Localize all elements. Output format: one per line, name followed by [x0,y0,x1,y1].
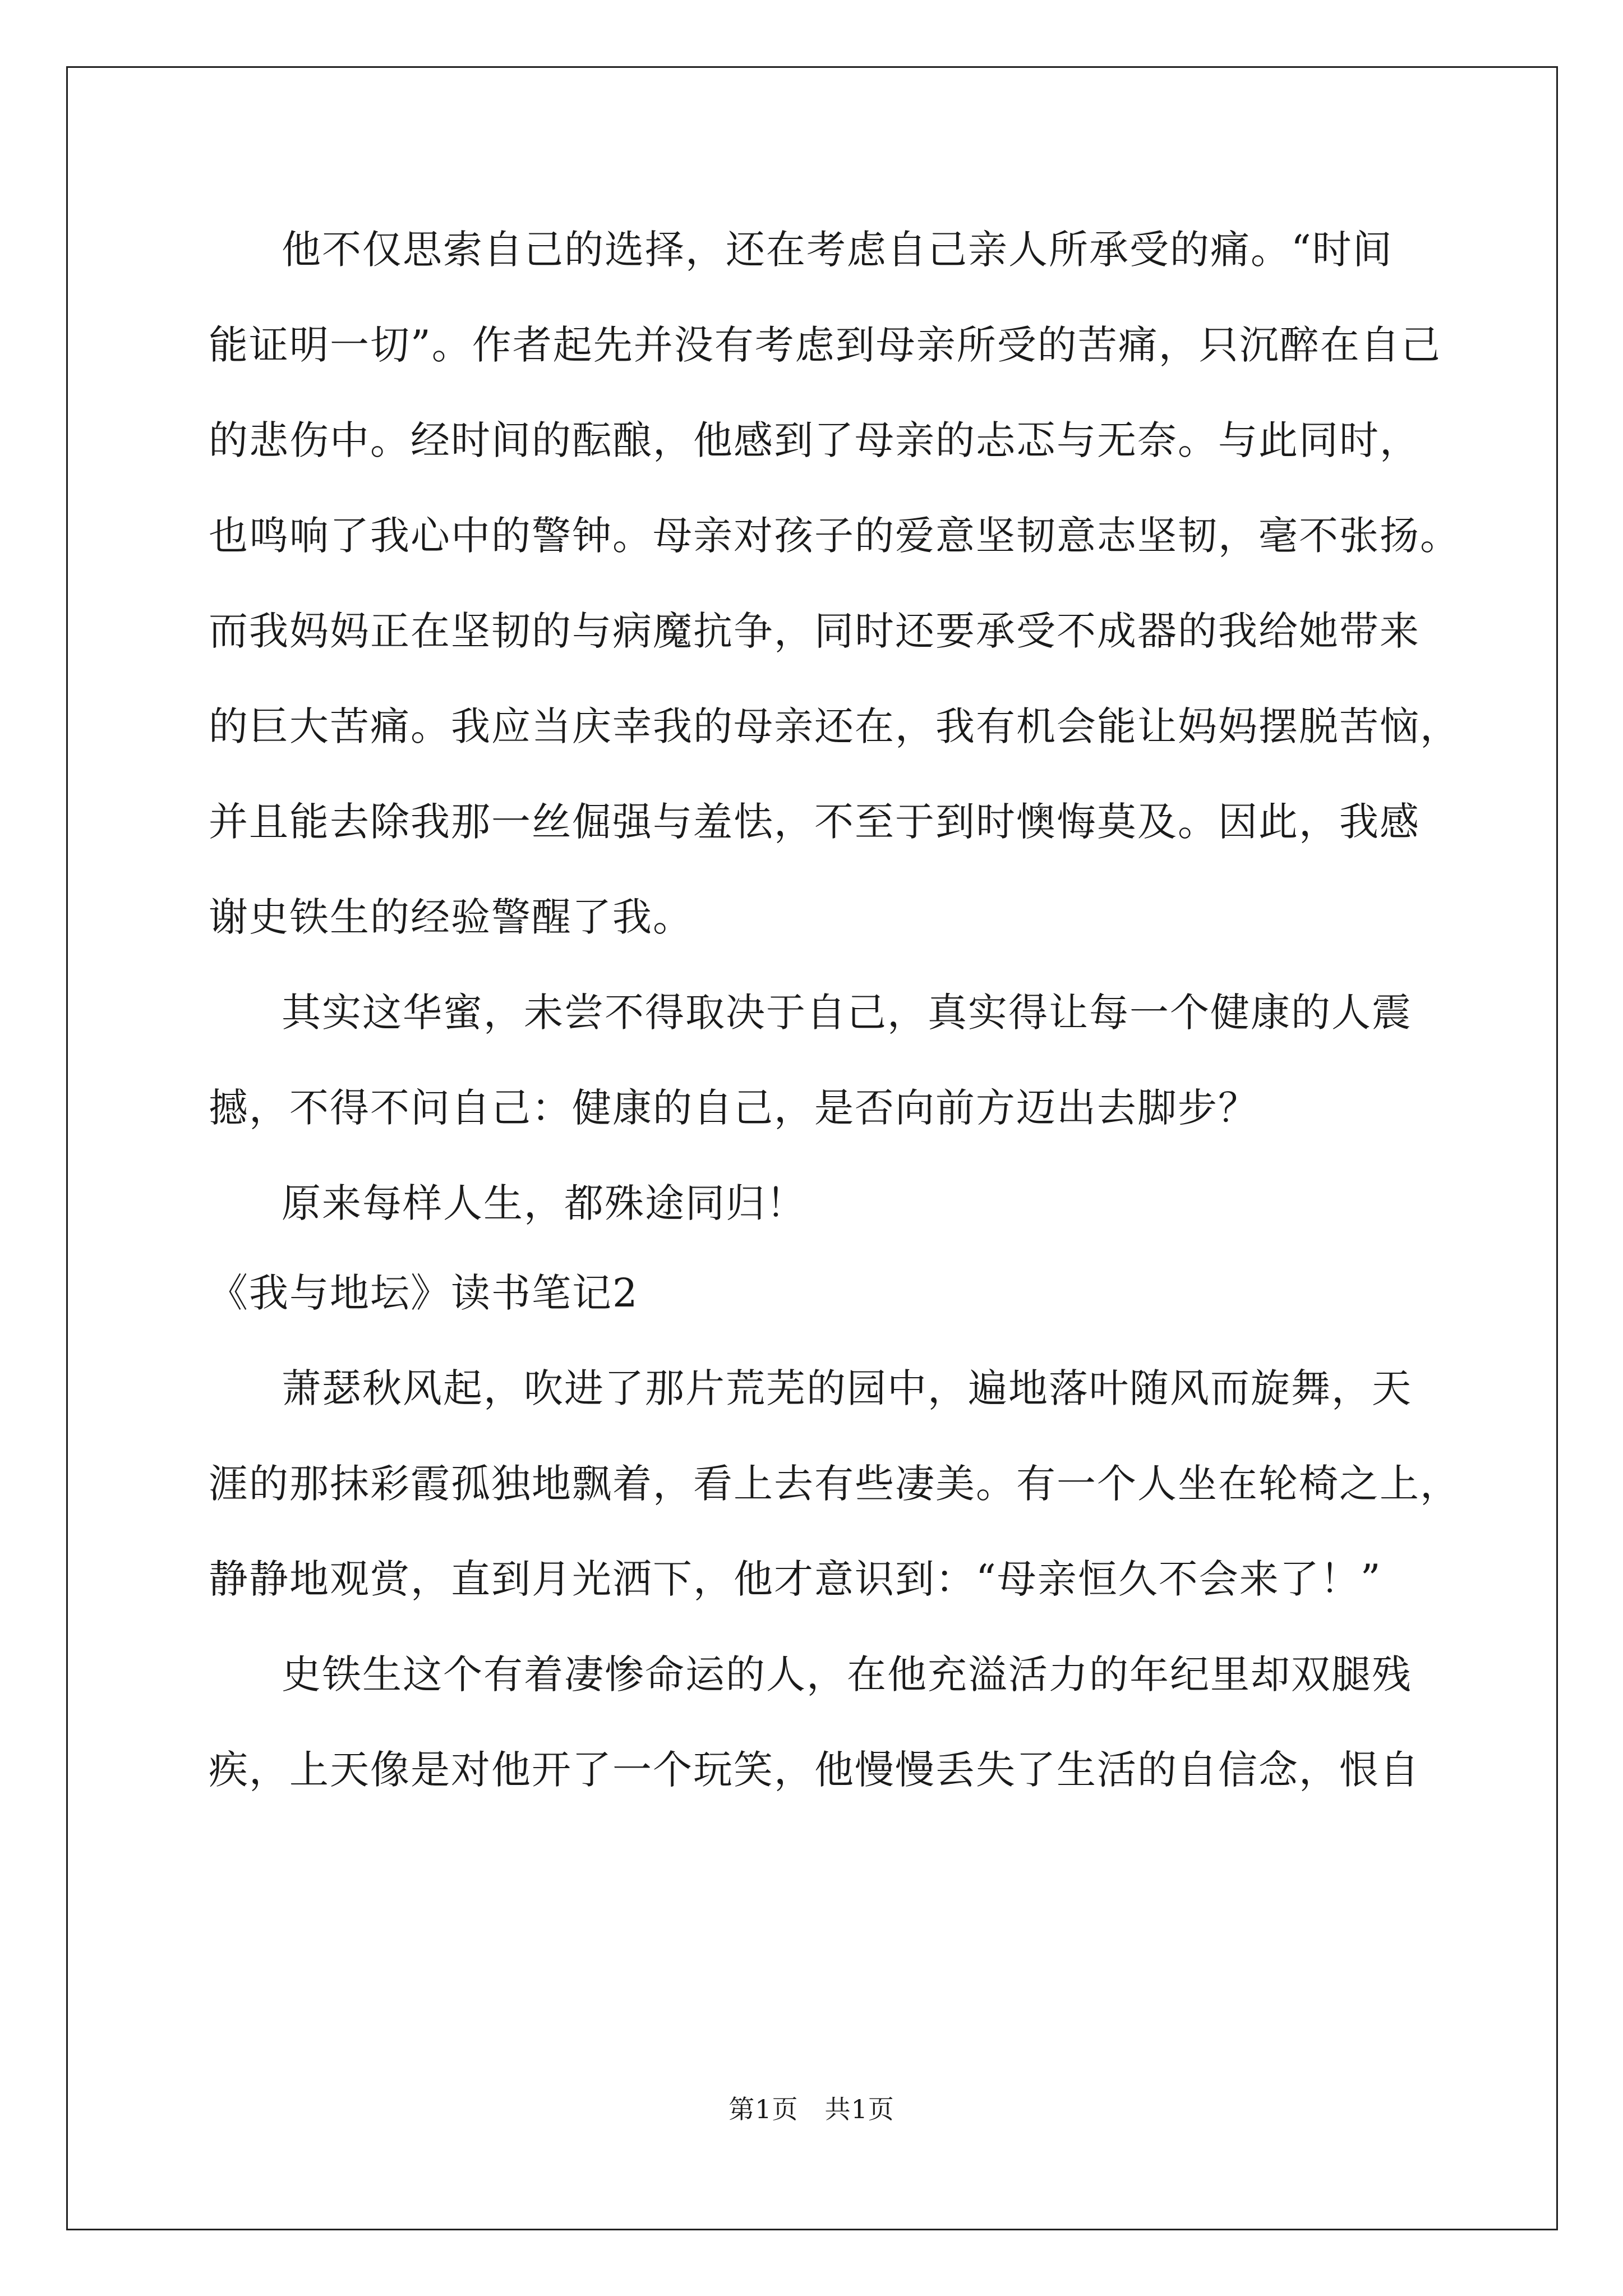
paragraph-line: 谢史铁生的经验警醒了我。 [209,894,693,940]
paragraph-line: 能证明一切”。作者起先并没有考虑到母亲所受的苦痛，只沉醉在自己 [209,322,1441,368]
paragraph-line: 并且能去除我那一丝倔强与羞怯，不至于到时懊悔莫及。因此，我感 [209,799,1420,845]
page-border [66,66,1558,2230]
paragraph-line: 的悲伤中。经时间的酝酿，他感到了母亲的忐忑与无奈。与此同时， [209,417,1420,463]
paragraph-line: 原来每样人生，都殊途同归！ [282,1180,806,1226]
paragraph-line: 他不仅思索自己的选择，还在考虑自己亲人所承受的痛。“时间 [282,227,1393,273]
paragraph-line: 疾，上天像是对他开了一个玩笑，他慢慢丢失了生活的自信念，恨自 [209,1747,1420,1793]
paragraph-line: 撼，不得不问自己：健康的自己，是否向前方迈出去脚步？ [209,1085,1258,1131]
paragraph-line: 而我妈妈正在坚韧的与病魔抗争，同时还要承受不成器的我给她带来 [209,608,1420,654]
paragraph-line: 萧瑟秋风起，吹进了那片荒芜的园中，遍地落叶随风而旋舞，天 [282,1365,1412,1411]
paragraph-line: 涯的那抹彩霞孤独地飘着，看上去有些凄美。有一个人坐在轮椅之上， [209,1461,1460,1507]
paragraph-line: 静静地观赏，直到月光洒下，他才意识到：“母亲恒久不会来了！” [209,1556,1382,1602]
paragraph-line: 的巨大苦痛。我应当庆幸我的母亲还在，我有机会能让妈妈摆脱苦恼， [209,703,1460,749]
page-number-footer: 第1页 共1页 [728,2094,895,2124]
paragraph-line: 史铁生这个有着凄惨命运的人，在他充溢活力的年纪里却双腿残 [282,1651,1412,1697]
paragraph-line: 也鸣响了我心中的警钟。母亲对孩子的爱意坚韧意志坚韧，毫不张扬。 [209,513,1460,559]
section-heading: 《我与地坛》读书笔记2 [209,1270,639,1316]
paragraph-line: 其实这华蜜，未尝不得取决于自己，真实得让每一个健康的人震 [282,990,1412,1036]
